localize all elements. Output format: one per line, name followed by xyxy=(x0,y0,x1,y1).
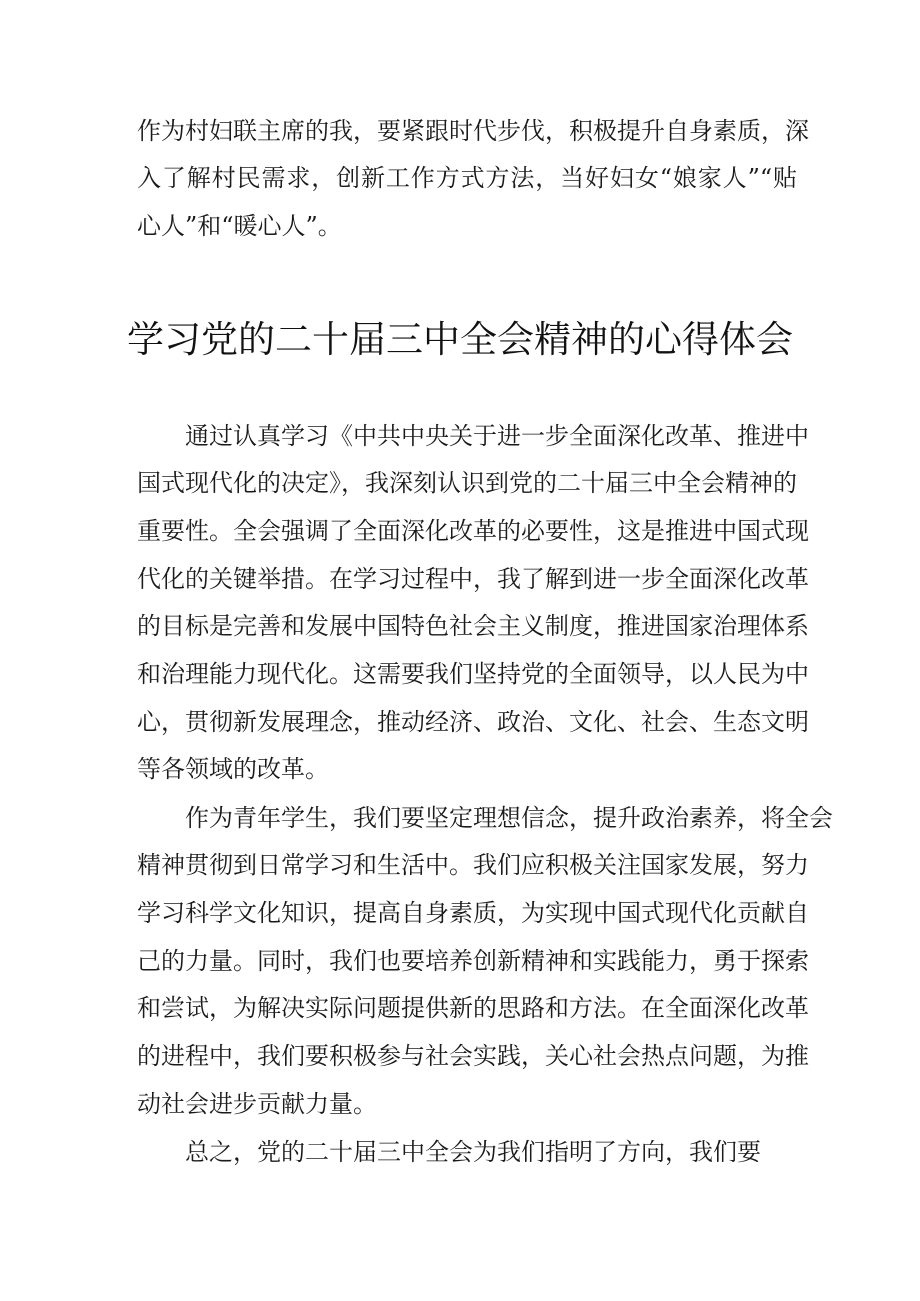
paragraph-1-line-7: 心，贯彻新发展理念，推动经济、政治、文化、社会、生态文明 xyxy=(137,708,809,736)
paragraph-2-line-2: 精神贯彻到日常学习和生活中。我们应积极关注国家发展，努力 xyxy=(137,851,809,879)
paragraph-1-line-6: 和治理能力现代化。这需要我们坚持党的全面领导，以人民为中 xyxy=(137,660,809,688)
paragraph-1-line-2: 国式现代化的决定》，我深刻认识到党的二十届三中全会精神的 xyxy=(137,469,797,497)
intro-line-1: 作为村妇联主席的我，要紧跟时代步伐，积极提升自身素质，深 xyxy=(137,117,809,145)
paragraph-1-line-4: 代化的关键举措。在学习过程中，我了解到进一步全面深化改革 xyxy=(137,565,809,593)
paragraph-2-line-4: 己的力量。同时，我们也要培养创新精神和实践能力，勇于探索 xyxy=(137,947,809,975)
paragraph-2-line-1: 作为青年学生，我们要坚定理想信念，提升政治素养，将全会 xyxy=(185,804,833,832)
intro-line-2: 入了解村民需求，创新工作方式方法，当好妇女“娘家人”“贴 xyxy=(137,164,797,192)
paragraph-1-line-1: 通过认真学习《中共中央关于进一步全面深化改革、推进中 xyxy=(185,422,809,450)
paragraph-2-line-7: 动社会进步贡献力量。 xyxy=(137,1090,377,1118)
intro-line-3: 心人”和“暖心人”。 xyxy=(137,212,342,240)
article-title: 学习党的二十届三中全会精神的心得体会 xyxy=(127,318,793,361)
paragraph-2-line-3: 学习科学文化知识，提高自身素质，为实现中国式现代化贡献自 xyxy=(137,899,809,927)
paragraph-3-line-1: 总之，党的二十届三中全会为我们指明了方向，我们要 xyxy=(185,1138,761,1166)
paragraph-2-line-6: 的进程中，我们要积极参与社会实践，关心社会热点问题，为推 xyxy=(137,1042,809,1070)
paragraph-1-line-3: 重要性。全会强调了全面深化改革的必要性，这是推进中国式现 xyxy=(137,517,809,545)
paragraph-1-line-5: 的目标是完善和发展中国特色社会主义制度，推进国家治理体系 xyxy=(137,612,809,640)
paragraph-2-line-5: 和尝试，为解决实际问题提供新的思路和方法。在全面深化改革 xyxy=(137,994,809,1022)
paragraph-1-line-8: 等各领域的改革。 xyxy=(137,755,329,783)
